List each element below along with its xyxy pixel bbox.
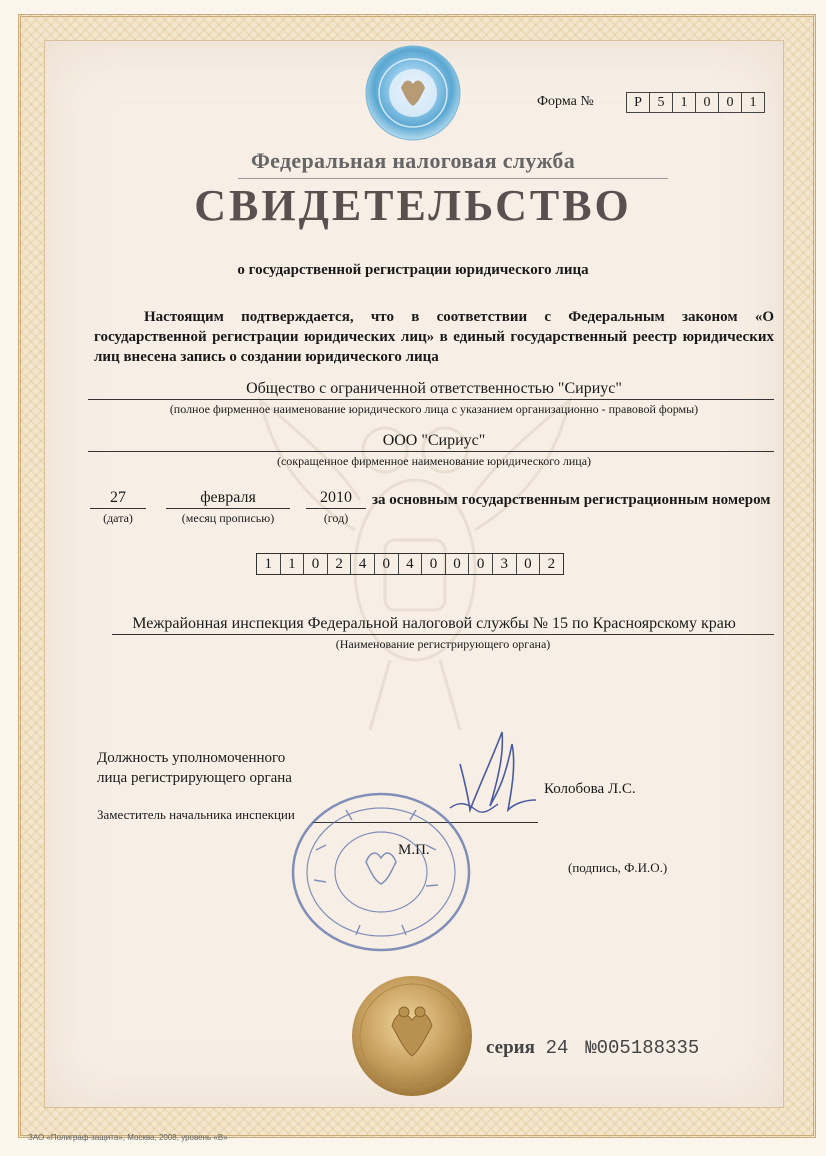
gold-seal-icon	[350, 974, 474, 1098]
agency-name: Федеральная налоговая служба	[250, 148, 576, 173]
ogrn-label: за основным государственным регистрационным номером	[372, 492, 771, 508]
printer-imprint: ЗАО «Полиграф-защита», Москва, 2008, уровень «В»	[28, 1133, 228, 1142]
registration-month: февраля	[200, 489, 256, 506]
ogrn-cell: 1	[281, 554, 305, 574]
signatory-role-line1: Должность уполномоченного	[97, 750, 286, 766]
certificate-number: 005188335	[596, 1037, 700, 1059]
year-line	[306, 508, 366, 509]
day-line	[90, 508, 146, 509]
series-label: серия	[486, 1037, 535, 1058]
ogrn-cell: 0	[469, 554, 493, 574]
form-code-cell: 0	[719, 93, 742, 112]
ogrn-cell: 0	[375, 554, 399, 574]
ogrn-cell: 1	[257, 554, 281, 574]
document-subtitle: о государственной регистрации юридического лица	[237, 262, 589, 278]
series-number	[486, 1037, 699, 1059]
handwritten-signature-icon	[432, 724, 542, 824]
series-value: 24	[545, 1037, 569, 1059]
form-code-cell: 5	[650, 93, 673, 112]
registrar-caption: (Наименование регистрирующего органа)	[335, 637, 551, 651]
full-name-caption: (полное фирменное наименование юридического лица с указанием организационно - правовой формы)	[169, 402, 699, 416]
entity-full-name: Общество с ограниченной ответственностью "Сириус"	[246, 380, 622, 397]
intro-paragraph	[94, 307, 774, 367]
form-number-label: Форма №	[537, 94, 594, 109]
full-name-line	[88, 399, 774, 400]
ogrn-cell: 0	[446, 554, 470, 574]
day-caption: (дата)	[103, 511, 133, 525]
form-code-cell: Р	[627, 93, 650, 112]
signatory-position: Заместитель начальника инспекции	[97, 807, 295, 822]
signature-caption: (подпись, Ф.И.О.)	[568, 860, 668, 875]
ogrn-number-boxes	[256, 553, 564, 575]
document-title: СВИДЕТЕЛЬСТВО	[194, 181, 632, 230]
registrar-name: Межрайонная инспекция Федеральной налоговой службы № 15 по Красноярскому краю	[132, 615, 736, 632]
short-name-caption: (сокращенное фирменное наименование юридического лица)	[276, 454, 592, 468]
ogrn-cell: 3	[493, 554, 517, 574]
form-code-cell: 1	[749, 95, 757, 110]
registration-day: 27	[110, 489, 126, 506]
ogrn-cell: 4	[351, 554, 375, 574]
ogrn-cell: 2	[328, 554, 352, 574]
agency-underline	[238, 178, 668, 179]
number-sign: №	[585, 1037, 597, 1059]
stamp-place-label: М.П.	[398, 842, 430, 858]
registration-year: 2010	[320, 489, 352, 506]
form-code-cell: 1	[673, 93, 696, 112]
month-caption: (месяц прописью)	[181, 511, 275, 525]
form-code-cell: 0	[696, 93, 719, 112]
signatory-role-line2: лица регистрирующего органа	[97, 770, 292, 786]
signatory-name: Колобова Л.С.	[544, 781, 636, 797]
form-number-boxes	[626, 92, 765, 113]
registrar-line	[112, 634, 774, 635]
ogrn-cell: 0	[422, 554, 446, 574]
intro-text: Настоящим подтверждается, что в соответствии с Федеральным законом «О государственной регистрации юридических лиц» в единый государственный реестр юридических лиц внесена запись о создании юридического лица	[94, 309, 774, 365]
short-name-line	[88, 451, 774, 452]
year-caption: (год)	[323, 511, 349, 525]
ogrn-cell: 4	[399, 554, 423, 574]
ogrn-cell: 0	[517, 554, 541, 574]
entity-short-name: ООО "Сириус"	[382, 432, 486, 449]
month-line	[166, 508, 290, 509]
ogrn-cell: 2	[547, 556, 556, 572]
ogrn-cell: 0	[304, 554, 328, 574]
hologram-emblem-icon	[364, 44, 462, 142]
